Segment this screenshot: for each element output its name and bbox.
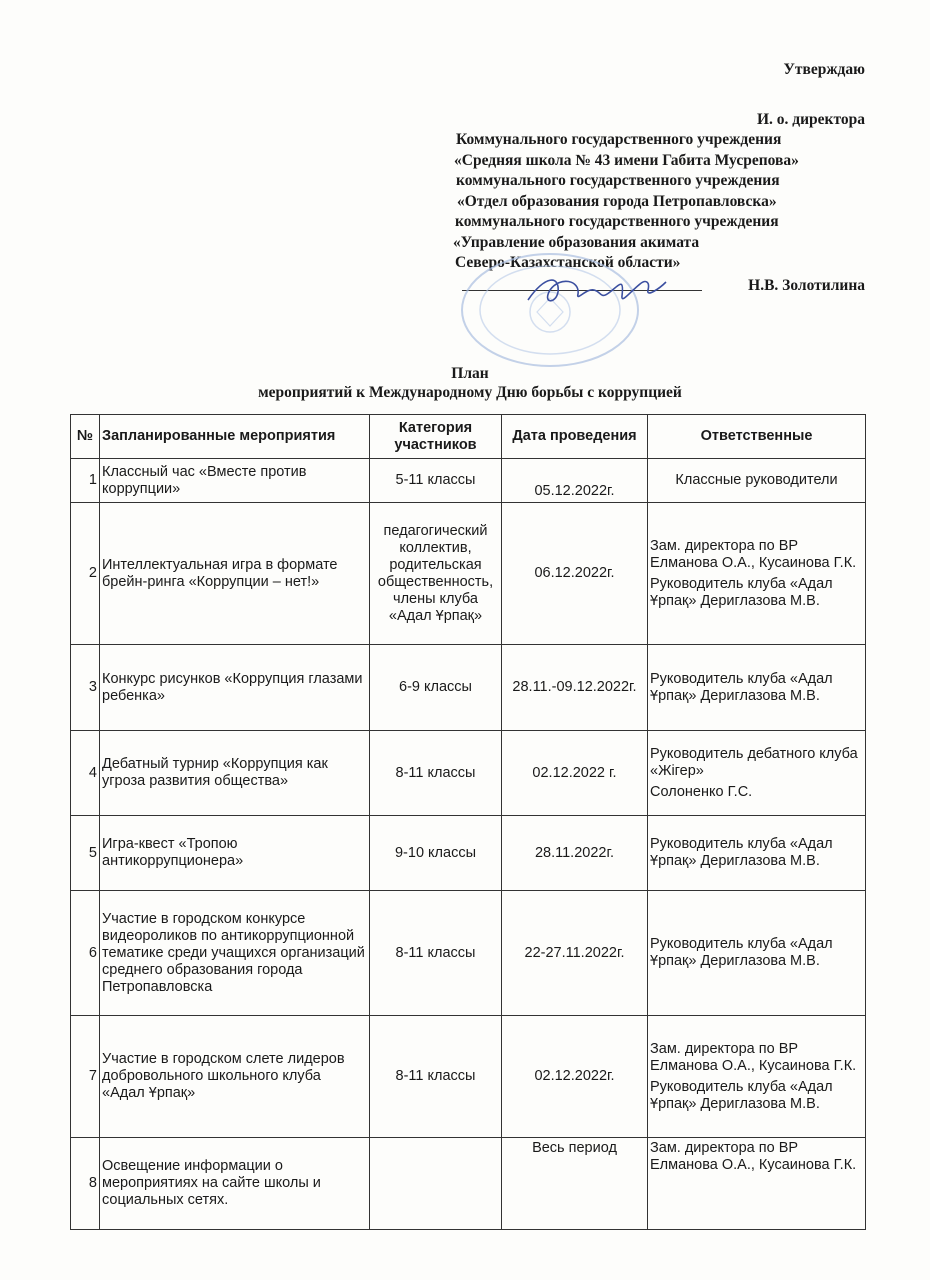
cell-event: Конкурс рисунков «Коррупция глазами ребенка»: [100, 645, 370, 731]
cell-category: педагогический коллектив, родительская общественность, члены клуба «Адал Ұрпақ»: [370, 503, 502, 645]
cell-category: 8-11 классы: [370, 891, 502, 1016]
stamp-seal-icon: [455, 250, 645, 370]
cell-event: Участие в городском слете лидеров добровольного школьного клуба «Адал Ұрпақ»: [100, 1016, 370, 1138]
org-line: «Средняя школа № 43 имени Габита Мусрепова»: [454, 151, 799, 169]
org-line: Северо-Казахстанской области»: [455, 254, 681, 271]
title-line-1: План: [451, 365, 489, 382]
events-table: [70, 414, 866, 1230]
cell-date: 22-27.11.2022г.: [502, 891, 648, 1016]
cell-category: 8-11 классы: [370, 731, 502, 816]
responsible-line: Руководитель дебатного клуба «Жігер»: [650, 745, 858, 779]
cell-responsible: [648, 459, 866, 503]
cell-responsible: [648, 1016, 866, 1138]
cell-num: 7: [71, 1016, 100, 1138]
responsible-line: Классные руководители: [675, 472, 838, 488]
cell-category: 9-10 классы: [370, 816, 502, 891]
responsible-line: Зам. директора по ВР Елманова О.А., Кусаинова Г.К.: [650, 1140, 857, 1173]
cell-num: 3: [71, 645, 100, 731]
org-line: «Отдел образования города Петропавловска»: [457, 192, 777, 210]
cell-num: 1: [71, 459, 100, 503]
cell-category: 5-11 классы: [370, 459, 502, 503]
cell-date: 06.12.2022г.: [502, 503, 648, 645]
document-title: [0, 364, 930, 402]
header-date: Дата проведения: [502, 415, 648, 459]
org-line: «Управление образования акимата: [453, 233, 700, 251]
cell-event: Классный час «Вместе против коррупции»: [100, 459, 370, 503]
cell-category: 8-11 классы: [370, 1016, 502, 1138]
cell-event: Интеллектуальная игра в формате брейн-ринга «Коррупции – нет!»: [100, 503, 370, 645]
org-line: коммунального государственного учреждения: [456, 172, 780, 189]
cell-num: 8: [71, 1138, 100, 1230]
cell-num: 5: [71, 816, 100, 891]
cell-responsible: [648, 503, 866, 645]
table-row: [71, 1138, 866, 1230]
header-event: Запланированные мероприятия: [100, 415, 370, 459]
responsible-line: Руководитель клуба «Адал Ұрпақ» Дериглазова М.В.: [650, 936, 833, 969]
cell-event: Дебатный турнир «Коррупция как угроза развития общества»: [100, 731, 370, 816]
cell-category: [370, 1138, 502, 1230]
cell-event: Игра-квест «Тропою антикоррупционера»: [100, 816, 370, 891]
cell-event: Освещение информации о мероприятиях на сайте школы и социальных сетях.: [100, 1138, 370, 1230]
table-row: [71, 459, 866, 503]
signatory-name: Н.В. Золотилина: [748, 276, 865, 294]
responsible-line: Руководитель клуба «Адал Ұрпақ» Дериглазова М.В.: [650, 670, 833, 704]
table-row: [71, 816, 866, 891]
table-row: [71, 503, 866, 645]
cell-responsible: [648, 645, 866, 731]
title-line-2: мероприятий к Международному Дню борьбы с коррупцией: [258, 384, 682, 401]
cell-responsible: [648, 731, 866, 816]
header-responsible: Ответственные: [648, 415, 866, 459]
responsible-line: Зам. директора по ВР Елманова О.А., Кусаинова Г.К.: [650, 537, 857, 571]
table-row: [71, 645, 866, 731]
responsible-line: Руководитель клуба «Адал Ұрпақ» Дериглазова М.В.: [650, 575, 833, 609]
responsible-line: Руководитель клуба «Адал Ұрпақ» Дериглазова М.В.: [650, 1078, 833, 1112]
cell-num: 6: [71, 891, 100, 1016]
org-line: коммунального государственного учреждения: [455, 213, 779, 230]
table-row: [71, 731, 866, 816]
director-position: И. о. директора: [756, 110, 865, 128]
table-row: [71, 891, 866, 1016]
cell-date: 02.12.2022 г.: [502, 731, 648, 816]
cell-responsible: [648, 1138, 866, 1230]
cell-num: 4: [71, 731, 100, 816]
cell-event: Участие в городском конкурсе видеороликов по антикоррупционной тематике среди учащихся организаций среднего образования города Петропавловска: [100, 891, 370, 1016]
signature-icon: [520, 270, 670, 310]
cell-date: 05.12.2022г.: [502, 459, 648, 503]
cell-date: 28.11.2022г.: [502, 816, 648, 891]
cell-num: 2: [71, 503, 100, 645]
table-row: [71, 1016, 866, 1138]
cell-category: 6-9 классы: [370, 645, 502, 731]
approve-word: Утверждаю: [783, 61, 865, 78]
header-category: Категория участников: [370, 415, 502, 459]
responsible-line: Руководитель клуба «Адал Ұрпақ» Дериглазова М.В.: [650, 836, 833, 869]
cell-responsible: [648, 891, 866, 1016]
table-header-row: [71, 415, 866, 459]
cell-date: 28.11.-09.12.2022г.: [502, 645, 648, 731]
header-num: №: [71, 415, 100, 459]
cell-date: 02.12.2022г.: [502, 1016, 648, 1138]
responsible-line: Солоненко Г.С.: [650, 783, 753, 800]
cell-responsible: [648, 816, 866, 891]
cell-date: Весь период: [502, 1138, 648, 1230]
org-line: Коммунального государственного учреждения: [456, 131, 782, 148]
responsible-line: Зам. директора по ВР Елманова О.А., Кусаинова Г.К.: [650, 1040, 857, 1074]
